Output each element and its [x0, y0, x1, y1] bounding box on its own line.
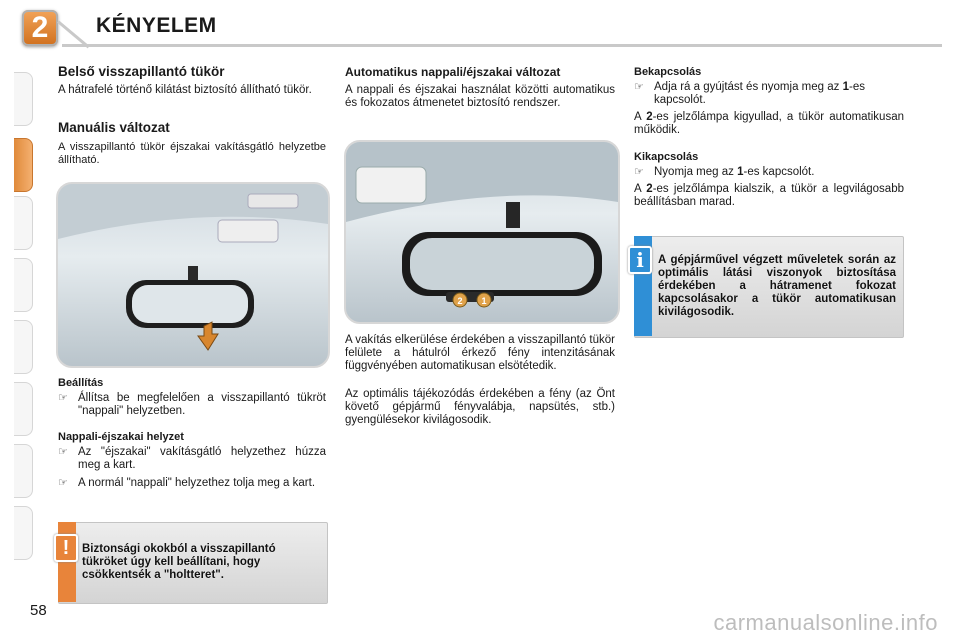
side-tab-5[interactable]	[14, 320, 33, 374]
switch-on-heading: Bekapcsolás	[634, 66, 702, 78]
auto-version-intro: A nappali és éjszakai használat közötti automatikus és fokozatos átmenetet biztosító rendszer.	[345, 84, 615, 109]
manual-version-heading: Manuális változat	[58, 120, 170, 135]
side-tab-6[interactable]	[14, 382, 33, 436]
info-note-text: A gépjárművel végzett műveletek során az optimális látási viszonyok biztosítása érdekében a hátramenet fokozat kapcsolásakor a tükör automatikusan kivilágosodik.	[658, 254, 896, 318]
manual-mirror-photo	[56, 182, 330, 368]
side-tab-2-active[interactable]	[14, 138, 33, 192]
auto-version-para2: Az optimális tájékozódás érdekében a fény (az Önt követő gépjármű fényvalábja, napsütés, stb.) gyengülésekor kivilágosodik.	[345, 388, 615, 426]
day-night-bullet-1	[58, 446, 326, 472]
pointing-hand-icon: ☞	[58, 446, 68, 458]
day-night-bullet-1-text: Az "éjszakai" vakításgátló helyzethez húzza meg a kart.	[78, 446, 326, 471]
pointing-hand-icon: ☞	[58, 392, 68, 404]
chapter-title: KÉNYELEM	[96, 14, 217, 37]
side-tab-3[interactable]	[14, 196, 33, 250]
pointing-hand-icon: ☞	[634, 166, 644, 178]
watermark: carmanualsonline.info	[713, 610, 938, 635]
side-tab-7[interactable]	[14, 444, 33, 498]
warning-note-text: Biztonsági okokból a visszapillantó tükröket úgy kell beállítani, hogy csökkentsék a "holtteret".	[82, 543, 276, 581]
switch-on-bullet-text: Adja rá a gyújtást és nyomja meg az 1-es kapcsolót.	[654, 81, 865, 106]
adjust-bullet-text: Állítsa be megfelelően a visszapillantó tükröt "nappali" helyzetben.	[78, 392, 326, 417]
manual-version-text: A visszapillantó tükör éjszakai vakításgátló helyzetbe állítható.	[58, 141, 326, 166]
chapter-number-badge: 2	[22, 10, 58, 46]
label-1: 1	[481, 296, 487, 306]
header-divider	[62, 44, 942, 47]
side-tab-4[interactable]	[14, 258, 33, 312]
label-2: 2	[457, 296, 463, 306]
section-heading-interior-mirror: Belső visszapillantó tükör	[58, 64, 225, 79]
info-icon: i	[628, 246, 652, 274]
adjust-heading: Beállítás	[58, 377, 104, 389]
intro-text: A hátrafelé történő kilátást biztosító állítható tükör.	[58, 84, 312, 96]
adjust-bullet	[58, 392, 326, 418]
pointing-hand-icon: ☞	[634, 81, 644, 93]
auto-version-heading: Automatikus nappali/éjszakai változat	[345, 65, 561, 79]
side-tab-8[interactable]	[14, 506, 33, 560]
auto-mirror-photo	[344, 140, 620, 324]
switch-off-text: A 2-es jelzőlámpa kialszik, a tükör a legvilágosabb beállításban marad.	[634, 183, 904, 208]
day-night-bullet-2-text: A normál "nappali" helyzethez tolja meg a kart.	[78, 477, 316, 489]
switch-off-heading: Kikapcsolás	[634, 151, 699, 163]
day-night-heading: Nappali-éjszakai helyzet	[58, 431, 184, 443]
switch-on-bullet	[634, 81, 904, 107]
manual-mirror-illustration	[58, 184, 328, 366]
switch-off-bullet-text: Nyomja meg az 1-es kapcsolót.	[654, 166, 815, 178]
pointing-hand-icon: ☞	[58, 477, 68, 489]
auto-version-para1: A vakítás elkerülése érdekében a visszapillantó tükör felülete a hátulról érkező fény intenzitásának függvényében automatikusan elsötétedik.	[345, 334, 615, 372]
page-number: 58	[30, 602, 47, 619]
switch-off-bullet	[634, 166, 904, 179]
auto-mirror-illustration	[346, 142, 618, 322]
side-tab-1[interactable]	[14, 72, 33, 126]
day-night-bullet-2	[58, 477, 326, 490]
switch-on-text: A 2-es jelzőlámpa kigyullad, a tükör automatikusan működik.	[634, 111, 904, 136]
warning-icon: !	[54, 534, 78, 562]
